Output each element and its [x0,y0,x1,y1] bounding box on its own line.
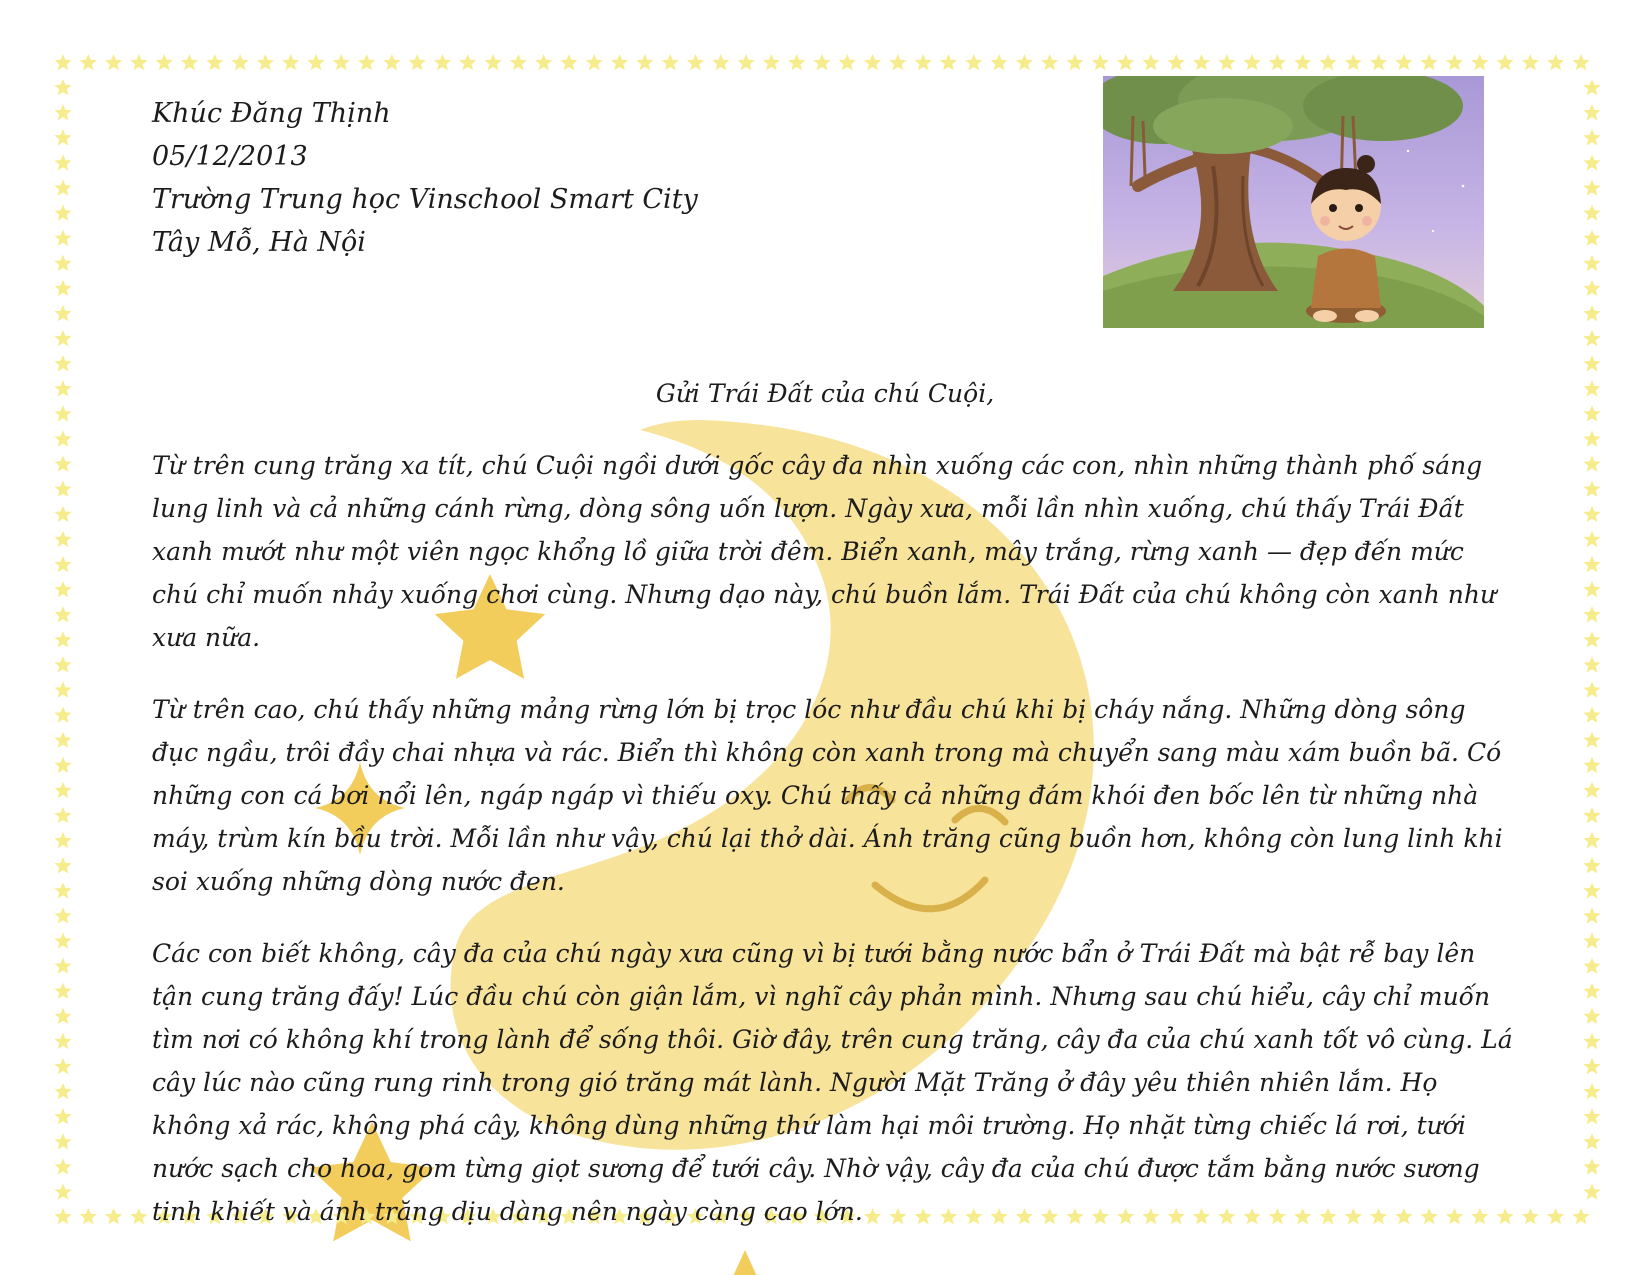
border-star-icon [54,782,71,798]
border-star-icon [1583,606,1600,622]
border-star-icon [1583,280,1600,296]
border-star-icon [54,506,71,522]
border-star-icon [54,230,71,246]
border-star-icon [54,531,71,547]
border-star-icon [1583,707,1600,723]
border-star-icon [54,732,71,748]
border-star-icon [1446,54,1463,70]
border-star-icon [1142,54,1159,70]
border-star-icon [1244,54,1261,70]
border-star-icon [1345,54,1362,70]
border-star-icon [889,54,906,70]
border-star-icon [54,1008,71,1024]
border-star-icon [485,54,502,70]
border-star-icon [1522,54,1539,70]
border-star-icon [130,1208,147,1224]
sender-name: Khúc Đăng Thịnh [152,98,391,129]
border-star-icon [54,1033,71,1049]
border-star-icon [510,54,527,70]
border-star-icon [80,54,97,70]
border-star-icon [156,54,173,70]
border-star-icon [1583,456,1600,472]
border-star-icon [1193,54,1210,70]
border-star-icon [54,556,71,572]
location: Tây Mỗ, Hà Nội [152,227,366,258]
border-star-icon [687,54,704,70]
border-star-icon [358,54,375,70]
border-star-icon [1547,1208,1564,1224]
border-star-icon [54,807,71,823]
border-star-icon [1583,907,1600,923]
border-star-icon [409,54,426,70]
border-star-icon [1583,832,1600,848]
border-star-icon [1583,1083,1600,1099]
border-star-icon [535,54,552,70]
border-star-icon [54,681,71,697]
paragraph-2: Từ trên cao, chú thấy những mảng rừng lớn bị trọc lóc như đầu chú khi bị cháy nắng. Những dòng sông đục ngầu, trôi đầy chai nhựa và rác. Biển thì không còn xanh trong mà chuyển sang màu xám buồn bã. Có những con cá bơi nổi lên, ngáp ngáp vì thiếu oxy. Chú thấy cả những đám khói đen bốc lên từ những nhà máy, trùm kín bầu trời. Mỗi lần như vậy, chú lại thở dài. Ánh trăng cũng buồn hơn, không còn lung linh khi soi xuống những dòng nước đen. [152,695,1503,896]
border-star-icon [307,54,324,70]
border-star-icon [1583,556,1600,572]
border-star-icon [1269,54,1286,70]
border-star-icon [54,1083,71,1099]
border-star-icon [257,54,274,70]
border-star-icon [434,54,451,70]
border-star-icon [54,79,71,95]
border-star-icon [1066,54,1083,70]
border-star-icon [1583,983,1600,999]
border-star-icon [1583,230,1600,246]
school-name: Trường Trung học Vinschool Smart City [152,184,698,215]
border-star-icon [813,54,830,70]
border-star-icon [54,581,71,597]
border-star-icon [1583,757,1600,773]
border-star-icon [1370,54,1387,70]
border-star-icon [712,54,729,70]
border-star-icon [54,832,71,848]
border-star-icon [54,255,71,271]
border-star-icon [54,857,71,873]
letter-body [152,444,1514,1262]
border-star-icon [560,54,577,70]
border-star-icon [636,54,653,70]
border-star-icon [54,154,71,170]
letter-greeting: Gửi Trái Đất của chú Cuội, [655,379,995,408]
border-star-icon [940,54,957,70]
border-star-icon [1294,54,1311,70]
border-star-icon [54,54,71,70]
border-star-icon [991,54,1008,70]
border-star-icon [1583,305,1600,321]
border-star-icon [54,481,71,497]
border-star-icon [1583,430,1600,446]
border-star-icon [1583,79,1600,95]
border-star-icon [54,104,71,120]
border-star-icon [105,54,122,70]
border-star-icon [54,606,71,622]
border-star-icon [130,54,147,70]
border-star-icon [54,631,71,647]
border-star-icon [1421,54,1438,70]
border-star-icon [1583,1058,1600,1074]
border-star-icon [1572,54,1589,70]
border-star-icon [1583,104,1600,120]
border-star-icon [1583,1133,1600,1149]
border-star-icon [738,54,755,70]
border-star-icon [1117,54,1134,70]
border-star-icon [611,54,628,70]
border-star-icon [662,54,679,70]
border-star-icon [1583,681,1600,697]
border-star-icon [54,280,71,296]
border-star-icon [80,1208,97,1224]
border-star-icon [1041,54,1058,70]
border-star-icon [1583,857,1600,873]
border-star-icon [54,179,71,195]
border-star-icon [788,54,805,70]
border-star-icon [54,983,71,999]
border-star-icon [1319,54,1336,70]
sender-info [152,92,852,264]
border-star-icon [206,54,223,70]
border-star-icon [1583,481,1600,497]
border-star-icon [1497,54,1514,70]
border-star-icon [54,907,71,923]
border-star-icon [1583,656,1600,672]
border-star-icon [1583,506,1600,522]
border-star-icon [1547,54,1564,70]
border-star-icon [181,54,198,70]
border-star-icon [1583,581,1600,597]
border-star-icon [1583,807,1600,823]
border-star-icon [54,1208,71,1224]
border-star-icon [54,1183,71,1199]
border-star-icon [459,54,476,70]
border-star-icon [333,54,350,70]
border-star-icon [1583,330,1600,346]
paragraph-1: Từ trên cung trăng xa tít, chú Cuội ngồi dưới gốc cây đa nhìn xuống các con, nhìn những thành phố sáng lung linh và cả những cánh rừng, dòng sông uốn lượn. Ngày xưa, mỗi lần nhìn xuống, chú thấy Trái Đất xanh mướt như một viên ngọc khổng lồ giữa trời đêm. Biển xanh, mây trắng, rừng xanh — đẹp đến mức chú chỉ muốn nhảy xuống chơi cùng. Nhưng dạo này, chú buồn lắm. Trái Đất của chú không còn xanh như xưa nữa. [152,451,1497,652]
border-star-icon [1583,1158,1600,1174]
border-star-icon [1016,54,1033,70]
border-star-icon [54,1133,71,1149]
border-star-icon [839,54,856,70]
border-star-icon [282,54,299,70]
border-star-icon [1583,205,1600,221]
border-star-icon [1583,531,1600,547]
border-star-icon [1583,1108,1600,1124]
border-star-icon [763,54,780,70]
border-star-icon [1168,54,1185,70]
border-star-icon [1522,1208,1539,1224]
border-star-icon [54,205,71,221]
border-star-icon [54,430,71,446]
border-star-icon [1471,54,1488,70]
border-star-icon [1583,732,1600,748]
border-star-icon [1092,54,1109,70]
border-star-icon [1218,54,1235,70]
border-star-icon [965,54,982,70]
border-star-icon [54,456,71,472]
border-star-icon [54,882,71,898]
border-star-icon [1395,54,1412,70]
boy-under-tree-illustration [1103,76,1484,328]
border-star-icon [54,1158,71,1174]
border-star-icon [1583,882,1600,898]
border-star-icon [54,129,71,145]
border-star-icon [54,932,71,948]
border-star-icon [1583,355,1600,371]
border-star-icon [1583,154,1600,170]
border-star-icon [1583,1033,1600,1049]
border-star-icon [54,355,71,371]
border-star-icon [54,707,71,723]
border-star-icon [232,54,249,70]
border-star-icon [1583,129,1600,145]
border-star-icon [1583,782,1600,798]
border-star-icon [54,330,71,346]
border-star-icon [1583,932,1600,948]
letter-date: 05/12/2013 [152,141,308,172]
border-star-icon [864,54,881,70]
border-star-icon [383,54,400,70]
paragraph-3: Các con biết không, cây đa của chú ngày xưa cũng vì bị tưới bằng nước bẩn ở Trái Đất mà bật rễ bay lên tận cung trăng đấy! Lúc đầu chú còn giận lắm, vì nghĩ cây phản mình. Nhưng sau chú hiểu, cây chỉ muốn tìm nơi có không khí trong lành để sống thôi. Giờ đây, trên cung trăng, cây đa của chú xanh tốt vô cùng. Lá cây lúc nào cũng rung rinh trong gió trăng mát lành. Người Mặt Trăng ở đây yêu thiên nhiên lắm. Họ không xả rác, không phá cây, không dùng những thứ làm hại môi trường. Họ nhặt từng chiếc lá rơi, tưới nước sạch cho hoa, gom từng giọt sương để tưới cây. Nhờ vậy, cây đa của chú được tắm bằng nước sương tinh khiết và ánh trăng dịu dàng nên ngày càng cao lớn. [152,939,1513,1226]
border-star-icon [915,54,932,70]
border-star-icon [105,1208,122,1224]
border-star-icon [54,958,71,974]
border-star-icon [1583,1183,1600,1199]
border-star-icon [1583,179,1600,195]
border-star-icon [1583,255,1600,271]
border-star-icon [586,54,603,70]
border-star-icon [1583,1008,1600,1024]
border-star-icon [54,1108,71,1124]
border-star-icon [1583,958,1600,974]
border-star-icon [54,1058,71,1074]
border-star-icon [1583,631,1600,647]
border-star-icon [1572,1208,1589,1224]
border-star-icon [54,757,71,773]
border-star-icon [54,305,71,321]
border-star-icon [54,656,71,672]
